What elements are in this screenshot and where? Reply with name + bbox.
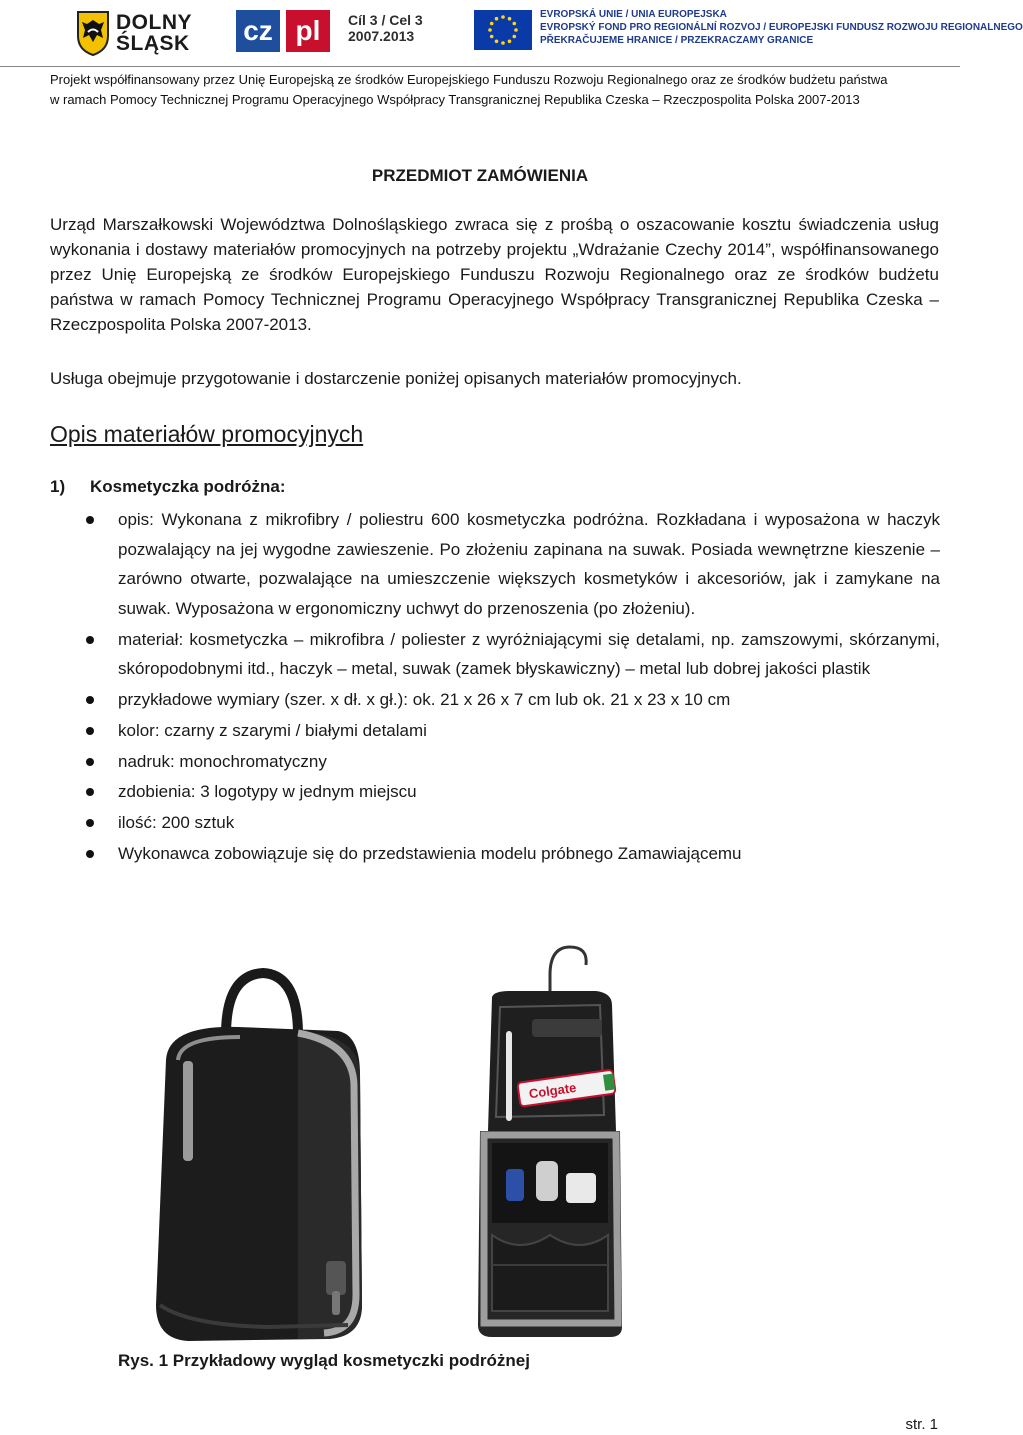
section-heading: Opis materiałów promocyjnych xyxy=(50,421,364,447)
page-number: str. 1 xyxy=(905,1416,938,1433)
spec-color: kolor: czarny z szarymi / białymi detalami xyxy=(118,716,940,746)
dolny-slask-logo xyxy=(76,10,206,60)
spec-sample: Wykonawca zobowiązuje się do przedstawienia modelu próbnego Zamawiającemu xyxy=(118,839,940,869)
czpl-cz-mark: cz xyxy=(236,10,280,52)
spec-description: opis: Wykonana z mikrofibry / poliestru 600 kosmetyczka podróżna. Rozkładana i wyposażona w haczyk pozwalający na jej wygodne zawieszenie. Po złożeniu zapinana na suwak. Posiada wewnętrzne kieszenie – zarówno otwarte, pozwalające na umieszczenie większych kosmetyków i akcesoriów, jak i zamykane na suwak. Wyposażona w ergonomiczny uchwyt do przenoszenia (po złożeniu). xyxy=(118,505,940,623)
closed-toiletry-bag-image xyxy=(148,965,368,1345)
spec-material: materiał: kosmetyczka – mikrofibra / poliester z wyróżniającymi się detalami, np. zamszowymi, skórzanymi, skóropodobnymi itd., haczyk – metal, suwak (zamek błyskawiczny) – metal lub dobrej jakości plastik xyxy=(118,625,940,684)
eagle-shield-icon xyxy=(76,10,110,56)
spec-print: nadruk: monochromatyczny xyxy=(118,747,940,777)
eu-program-text: EVROPSKÁ UNIE / UNIA EUROPEJSKA EVROPSKÝ FOND PRO REGIONÁLNÍ ROZVOJ / EUROPEJSKI FUNDUSZ ROZWOJU REGIONALNEGO PŘEKRAČUJEME HRANICE / PRZEKRACZAMY GRANICE xyxy=(540,9,1023,46)
spec-quantity: ilość: 200 sztuk xyxy=(118,808,940,838)
czpl-cel-label: Cíl 3 / Cel 3 2007.2013 xyxy=(348,12,423,44)
item-heading xyxy=(50,474,286,499)
service-paragraph: Usługa obejmuje przygotowanie i dostarczenie poniżej opisanych materiałów promocyjnych. xyxy=(50,369,742,388)
figure-caption: Rys. 1 Przykładowy wygląd kosmetyczki podróżnej xyxy=(118,1351,530,1370)
czpl-pl-mark: pl xyxy=(286,10,330,52)
item-title: Kosmetyczka podróżna: xyxy=(90,477,286,496)
intro-paragraph: Urząd Marszałkowski Województwa Dolnośląskiego zwraca się z prośbą o oszacowanie kosztu świadczenia usług wykonania i dostawy materiałów promocyjnych na potrzeby projektu „Wdrażanie Czechy 2014”, współfinansowanego przez Unię Europejską ze środków Europejskiego Funduszu Rozwoju Regionalnego oraz ze środków budżetu państwa w ramach Pomocy Technicznej Programu Operacyjnego Współpracy Transgranicznej Republika Czeska – Rzeczpospolita Polska 2007-2013. xyxy=(50,215,939,334)
spec-list xyxy=(118,505,940,870)
eu-flag-icon xyxy=(474,10,532,50)
spec-dimensions: przykładowe wymiary (szer. x dł. x gł.): ok. 21 x 26 x 7 cm lub ok. 21 x 23 x 10 cm xyxy=(118,685,940,715)
czpl-logo xyxy=(236,10,426,54)
open-toiletry-bag-image xyxy=(470,935,630,1340)
header-divider xyxy=(0,66,960,67)
item-number: 1) xyxy=(50,477,66,496)
eu-logo xyxy=(474,8,1023,56)
toothpaste-label: Colgate xyxy=(527,1079,578,1102)
header-logos xyxy=(0,6,1023,64)
funding-note: Projekt współfinansowany przez Unię Europejską ze środków Europejskiego Funduszu Rozwoju Regionalnego oraz ze środków budżetu państwa w ramach Pomocy Technicznej Programu Operacyjnego Współpracy Transgranicznej Republika Czeska – Rzeczpospolita Polska 2007-2013 xyxy=(50,72,888,107)
document-title: PRZEDMIOT ZAMÓWIENIA xyxy=(371,166,589,185)
dolny-slask-wordmark: DOLNY ŚLĄSK xyxy=(116,11,192,55)
spec-decoration: zdobienia: 3 logotypy w jednym miejscu xyxy=(118,777,940,807)
